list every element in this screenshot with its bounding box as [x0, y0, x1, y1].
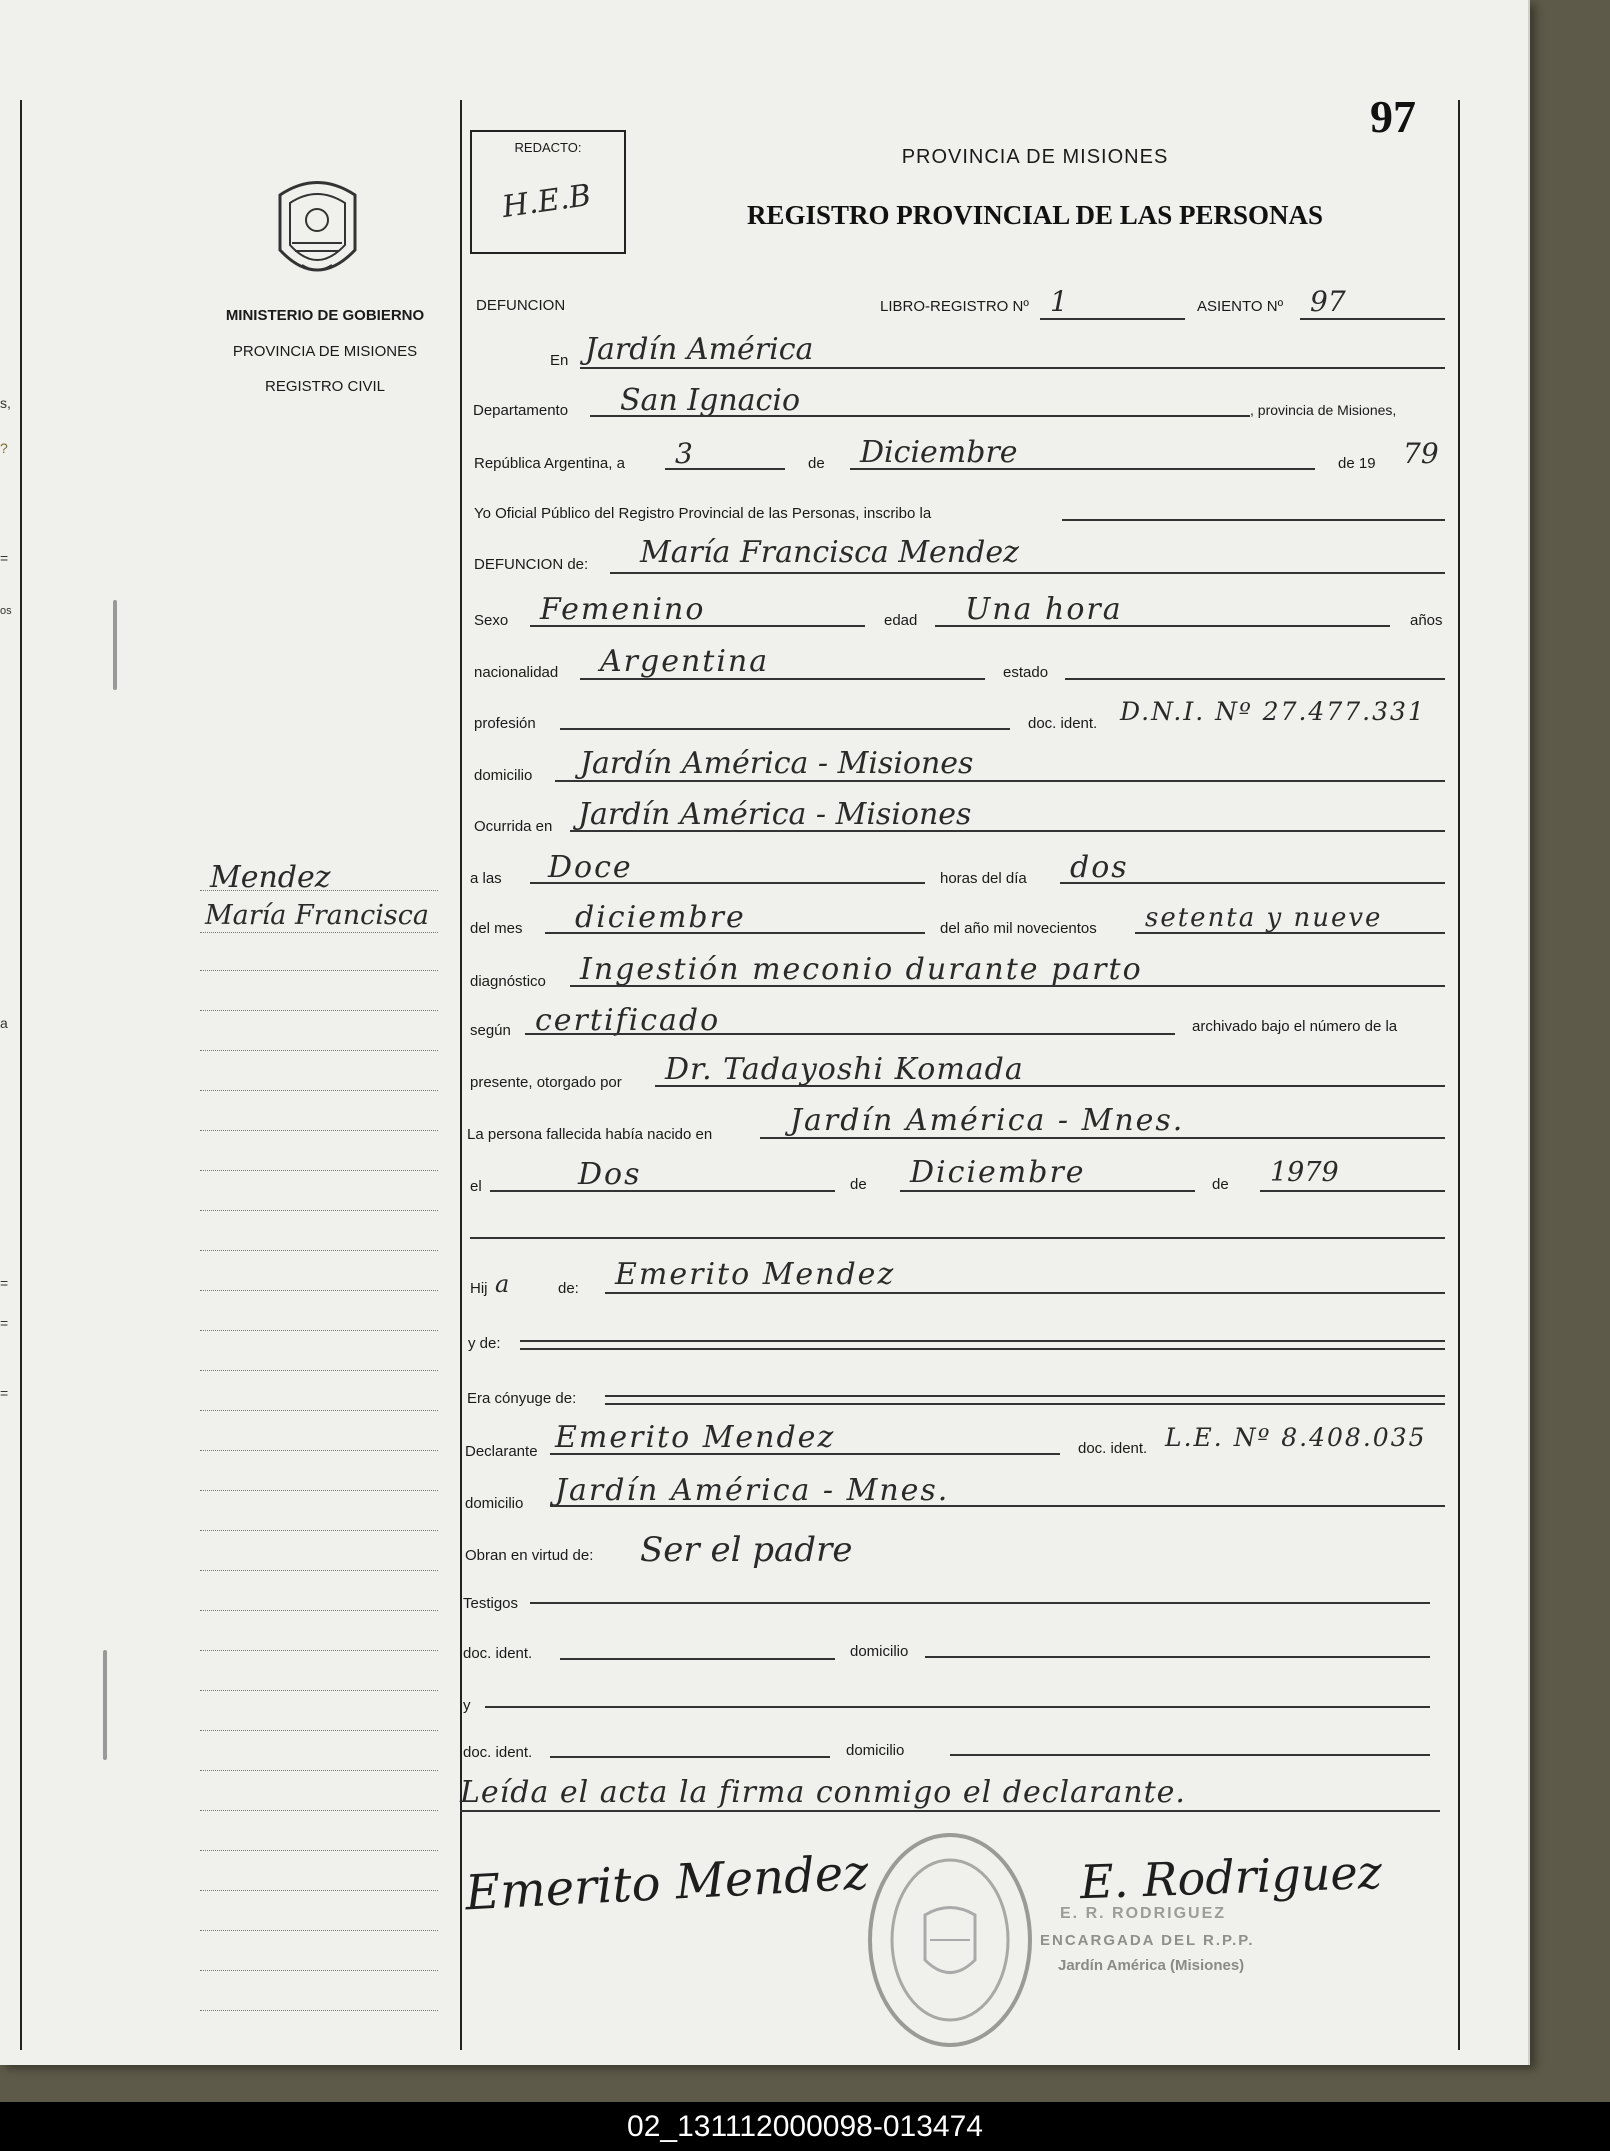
hija-label: Hij [470, 1280, 488, 1297]
domicilio-label: domicilio [474, 767, 533, 784]
stamp-role: ENCARGADA DEL R.P.P. [1040, 1932, 1255, 1949]
binding-stitch [113, 600, 117, 690]
yde-label: y de: [468, 1335, 501, 1352]
hija-de-label: de: [558, 1280, 579, 1297]
segun-value: certificado [535, 1003, 721, 1038]
father-name: Emerito Mendez [615, 1257, 896, 1292]
departamento-label: Departamento [473, 402, 569, 419]
ano-value: setenta y nueve [1145, 903, 1383, 933]
header-province: PROVINCIA DE MISIONES [901, 146, 1169, 168]
declarante-label: Declarante [465, 1443, 538, 1460]
testigo-y-label: y [463, 1697, 471, 1714]
presente-label: presente, otorgado por [470, 1074, 622, 1091]
edge-mark: os [0, 605, 12, 617]
el-label: el [470, 1178, 482, 1195]
el-month: Diciembre [910, 1155, 1086, 1190]
delmes-label: del mes [470, 920, 523, 937]
sexo-value: Femenino [540, 592, 706, 627]
dec-doc-value: L.E. Nº 8.408.035 [1165, 1423, 1427, 1452]
republica-label: República Argentina, a [474, 455, 625, 472]
nacionalidad-value: Argentina [600, 644, 770, 679]
dec-dom-value: Jardín América - Mnes. [555, 1473, 950, 1508]
dia-value: dos [1070, 850, 1129, 885]
alas-value: Doce [548, 850, 633, 885]
edge-mark: = [0, 1315, 9, 1331]
ocurrida-value: Jardín América - Misiones [578, 797, 972, 832]
redacto-label: REDACTO: [514, 140, 582, 155]
anomil-label: del año mil novecientos [940, 920, 1097, 937]
dec-dom-label: domicilio [465, 1495, 524, 1512]
defuncion-de-label: DEFUNCION de: [474, 556, 589, 573]
testigo1-doc-label: doc. ident. [463, 1645, 533, 1662]
folio-number: 97 [1370, 91, 1416, 142]
el-year: 1979 [1270, 1157, 1339, 1188]
edge-mark: = [0, 1275, 9, 1291]
profesion-label: profesión [474, 715, 536, 732]
margin-note-surname: Mendez [210, 860, 331, 895]
nacido-value: Jardín América - Mnes. [790, 1103, 1185, 1138]
asiento-label: ASIENTO Nº [1197, 298, 1284, 315]
el-de-label: de [850, 1176, 867, 1193]
libro-value: 1 [1050, 285, 1068, 318]
testigos-label: Testigos [463, 1595, 519, 1612]
testigo2-doc-label: doc. ident. [463, 1744, 533, 1761]
republica-month: Diciembre [860, 435, 1018, 470]
edad-label: edad [884, 612, 918, 629]
form-right-rule [1458, 100, 1460, 2050]
en-label: En [550, 352, 569, 369]
segun-label: según [470, 1022, 511, 1039]
redacto-box [470, 130, 626, 254]
stamp-name: E. R. RODRIGUEZ [1060, 1905, 1227, 1922]
republica-day: 3 [675, 437, 693, 470]
declarante-signature: Emerito Mendez [463, 1844, 870, 1922]
anos-label: años [1410, 612, 1443, 629]
left-province: PROVINCIA DE MISIONES [232, 343, 418, 360]
provincial-seal-icon [270, 175, 365, 294]
republica-de19-label: de 19 [1338, 455, 1376, 472]
hija-suffix: a [495, 1270, 510, 1298]
presente-value: Dr. Tadayoshi Komada [665, 1052, 1024, 1087]
el-de2-label: de [1212, 1176, 1229, 1193]
binding-stitch [103, 1650, 107, 1760]
mes-value: diciembre [575, 900, 746, 935]
sexo-label: Sexo [474, 612, 509, 629]
testigo2-dom-label: domicilio [846, 1742, 905, 1759]
el-day: Dos [578, 1157, 642, 1192]
edad-value: Una hora [965, 592, 1123, 627]
obran-value: Ser el padre [640, 1530, 853, 1570]
stamp-place: Jardín América (Misiones) [1058, 1957, 1245, 1974]
horas-label: horas del día [940, 870, 1027, 887]
left-registry: REGISTRO CIVIL [264, 378, 386, 395]
edge-mark: a [0, 1015, 8, 1031]
deceased-name: María Francisca Mendez [640, 535, 1019, 570]
en-value: Jardín América [585, 332, 814, 367]
form-left-rule [460, 100, 462, 2050]
testigo1-dom-label: domicilio [850, 1643, 909, 1660]
edge-mark: s, [0, 395, 11, 411]
image-id-footer: 02_131112000098-013474 [0, 2102, 1610, 2151]
nacionalidad-label: nacionalidad [474, 664, 559, 681]
republica-de-label: de [808, 455, 825, 472]
archivado-label: archivado bajo el número de la [1192, 1018, 1398, 1035]
conyuge-label: Era cónyuge de: [467, 1390, 577, 1407]
edge-mark: = [0, 1385, 9, 1401]
departamento-value: San Ignacio [620, 383, 801, 418]
nacido-label: La persona fallecida había nacido en [467, 1126, 713, 1143]
diagnostico-label: diagnóstico [470, 973, 546, 990]
republica-year: 79 [1403, 437, 1439, 470]
ocurrida-label: Ocurrida en [474, 818, 553, 835]
margin-note-given-names: María Francisca [205, 900, 429, 931]
closing-statement: Leída el acta la firma conmigo el declarante. [460, 1775, 1186, 1810]
edge-mark: ? [0, 440, 8, 456]
header-title: REGISTRO PROVINCIAL DE LAS PERSONAS [746, 200, 1324, 230]
diagnostico-value: Ingestión meconio durante parto [580, 952, 1143, 987]
dec-doc-label: doc. ident. [1078, 1440, 1148, 1457]
redacto-initials: H.E.B [499, 177, 594, 226]
domicilio-value: Jardín América - Misiones [580, 746, 974, 781]
defuncion-label: DEFUNCION [476, 297, 566, 314]
obran-label: Obran en virtud de: [465, 1547, 594, 1564]
alas-label: a las [470, 870, 502, 887]
doc-ident-label: doc. ident. [1028, 715, 1098, 732]
ministry-title: MINISTERIO DE GOBIERNO [225, 307, 425, 324]
page-edge-rule [20, 100, 22, 2050]
oficial-signature: E. Rodriguez [1079, 1844, 1383, 1910]
asiento-value: 97 [1310, 285, 1346, 318]
oficial-text: Yo Oficial Público del Registro Provincial de las Personas, inscribo la [474, 505, 932, 522]
registry-seal-stamp [865, 1830, 1035, 2054]
libro-label: LIBRO-REGISTRO Nº [880, 298, 1029, 315]
declarante-value: Emerito Mendez [555, 1420, 836, 1455]
doc-ident-value: D.N.I. Nº 27.477.331 [1120, 697, 1426, 726]
provincia-label: , provincia de Misiones, [1250, 402, 1397, 418]
edge-mark: = [0, 550, 9, 566]
estado-label: estado [1003, 664, 1049, 681]
